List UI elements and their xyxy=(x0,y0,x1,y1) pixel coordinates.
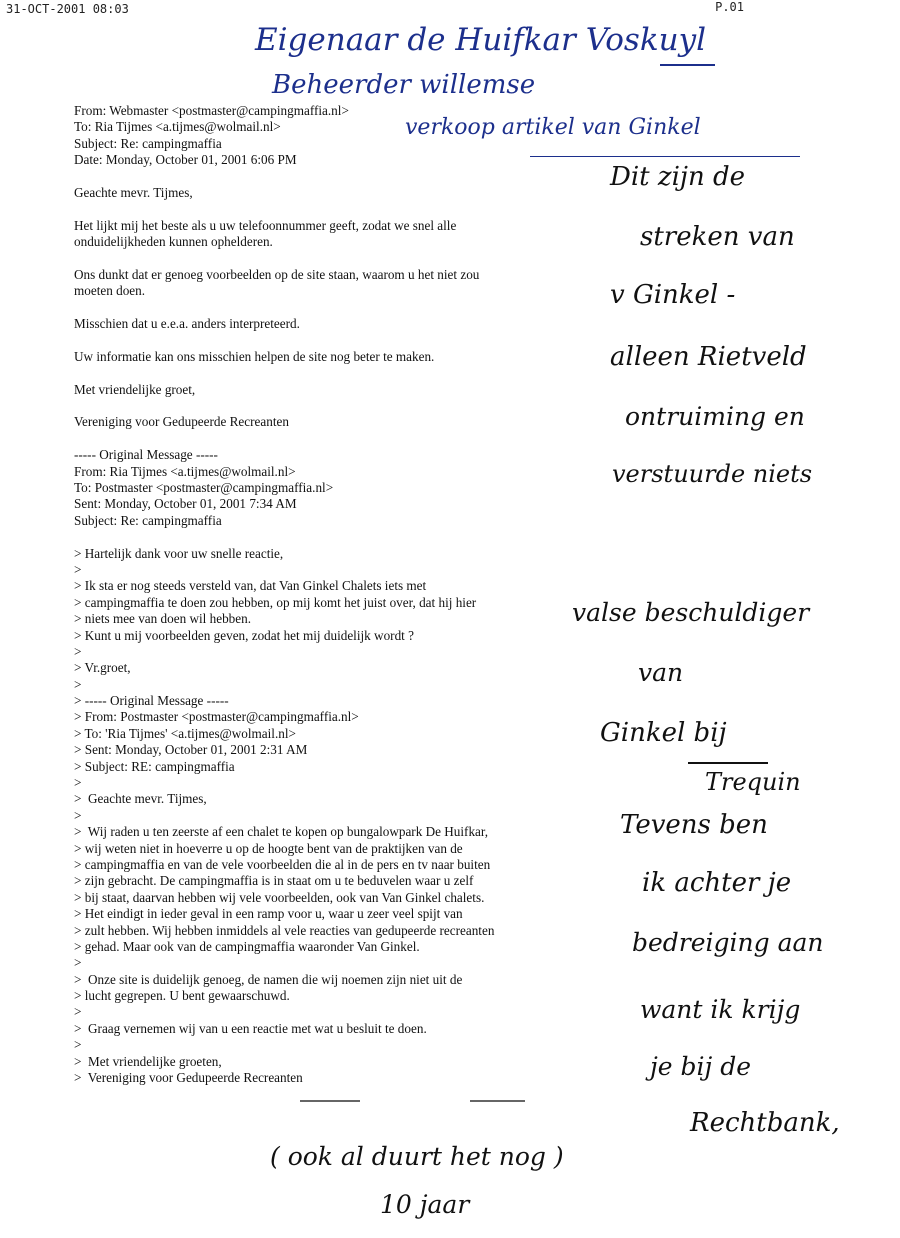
owner-name-underline xyxy=(660,64,715,66)
handwritten-manager-note: Beheerder willemse xyxy=(272,70,536,100)
email-line: onduidelijkheden kunnen ophelderen. xyxy=(74,234,273,250)
margin-note-line: want ik krijg xyxy=(640,995,801,1024)
email-line: > xyxy=(74,561,82,577)
email-line: Vereniging voor Gedupeerde Recreanten xyxy=(74,414,289,430)
email-line: > ----- Original Message ----- xyxy=(74,693,229,709)
email-line: > xyxy=(74,775,82,791)
email-line: > Vereniging voor Gedupeerde Recreanten xyxy=(74,1070,303,1086)
fax-header xyxy=(6,2,894,20)
email-line: > Hartelijk dank voor uw snelle reactie, xyxy=(74,545,284,561)
email-line: From: Ria Tijmes <a.tijmes@wolmail.nl> xyxy=(74,463,296,479)
margin-note-line: ik achter je xyxy=(642,868,792,898)
fax-smudge xyxy=(300,1100,360,1102)
trequin-underline xyxy=(688,762,768,764)
email-line: moeten doen. xyxy=(74,283,146,299)
email-line xyxy=(74,201,574,217)
email-line: > wij weten niet in hoeverre u op de hoogte bent van de praktijken van de xyxy=(74,840,463,856)
email-line: > Sent: Monday, October 01, 2001 2:31 AM xyxy=(74,742,308,758)
margin-note-line: bedreiging aan xyxy=(632,928,824,957)
email-line: > xyxy=(74,676,82,692)
margin-note-line: Rechtbank, xyxy=(690,1108,840,1138)
email-line: > Wij raden u ten zeerste af een chalet te kopen op bungalowpark De Huifkar, xyxy=(74,824,489,840)
email-line: Misschien dat u e.e.a. anders interpreteerd. xyxy=(74,316,300,332)
margin-note-line: verstuurde niets xyxy=(612,460,813,488)
email-line: > xyxy=(74,955,82,971)
bottom-note-years: 10 jaar xyxy=(380,1190,470,1219)
email-line: > zult hebben. Wij hebben inmiddels al vele reacties van gedupeerde recreanten xyxy=(74,922,495,938)
email-line: > Geachte mevr. Tijmes, xyxy=(74,791,207,807)
margin-note-line: Ginkel bij xyxy=(600,718,727,748)
email-line: > Ik sta er nog steeds versteld van, dat Van Ginkel Chalets iets met xyxy=(74,578,427,594)
email-line xyxy=(74,431,574,447)
email-line: Ons dunkt dat er genoeg voorbeelden op de site staan, waarom u het niet zou xyxy=(74,266,480,282)
email-line: Met vriendelijke groet, xyxy=(74,381,196,397)
email-line: To: Postmaster <postmaster@campingmaffia.nl> xyxy=(74,479,334,495)
fax-timestamp: 31-OCT-2001 08:03 xyxy=(6,2,129,16)
margin-note-line: valse beschuldiger xyxy=(572,598,810,627)
margin-note-line: streken van xyxy=(640,222,795,252)
email-line: > From: Postmaster <postmaster@campingmaffia.nl> xyxy=(74,709,359,725)
email-line: > Het eindigt in ieder geval in een ramp voor u, waar u zeer veel spijt van xyxy=(74,906,463,922)
email-line: Uw informatie kan ons misschien helpen de site nog beter te maken. xyxy=(74,348,435,364)
margin-note-line: van xyxy=(638,658,684,687)
margin-note-line: je bij de xyxy=(650,1052,751,1081)
email-line: > Graag vernemen wij van u een reactie met wat u besluit te doen. xyxy=(74,1020,427,1036)
email-line: > Met vriendelijke groeten, xyxy=(74,1053,222,1069)
email-line: > Onze site is duidelijk genoeg, de namen die wij noemen zijn niet uit de xyxy=(74,971,463,987)
email-line: > xyxy=(74,1037,82,1053)
margin-note-line: Tevens ben xyxy=(620,810,768,840)
margin-note-line: Dit zijn de xyxy=(610,162,745,192)
email-line xyxy=(74,529,574,545)
email-line xyxy=(74,300,574,316)
header-subject: Subject: Re: campingmaffia xyxy=(74,135,222,151)
bottom-note-duration: ( ook al duurt het nog ) xyxy=(270,1142,564,1171)
header-date: Date: Monday, October 01, 2001 6:06 PM xyxy=(74,152,297,168)
email-line: Sent: Monday, October 01, 2001 7:34 AM xyxy=(74,496,297,512)
email-line xyxy=(74,251,574,267)
email-line: > bij staat, daarvan hebben wij vele voorbeelden, ook van Van Ginkel chalets. xyxy=(74,889,485,905)
email-line: Subject: Re: campingmaffia xyxy=(74,512,222,528)
handwritten-owner-note: Eigenaar de Huifkar Voskuyl xyxy=(255,22,706,58)
header-from: From: Webmaster <postmaster@campingmaffia.nl> xyxy=(74,103,349,118)
margin-note-line: v Ginkel - xyxy=(610,280,736,310)
email-body xyxy=(74,103,574,1103)
margin-note-line: ontruiming en xyxy=(625,402,805,431)
email-line: ----- Original Message ----- xyxy=(74,447,218,463)
email-line: Het lijkt mij het beste als u uw telefoonnummer geeft, zodat we snel alle xyxy=(74,217,457,233)
email-line: > xyxy=(74,643,82,659)
email-line: > To: 'Ria Tijmes' <a.tijmes@wolmail.nl> xyxy=(74,725,296,741)
email-line: > Subject: RE: campingmaffia xyxy=(74,758,235,774)
email-line: > Kunt u mij voorbeelden geven, zodat het mij duidelijk wordt ? xyxy=(74,627,414,643)
email-line: > campingmaffia en van de vele voorbeelden die al in de pers en tv naar buiten xyxy=(74,856,491,872)
email-line: > zijn gebracht. De campingmaffia is in staat om u te beduvelen waar u zelf xyxy=(74,873,474,889)
email-line: Geachte mevr. Tijmes, xyxy=(74,184,193,200)
fax-page-number: P.01 xyxy=(715,0,744,14)
header-to: To: Ria Tijmes <a.tijmes@wolmail.nl> xyxy=(74,119,281,135)
email-line xyxy=(74,332,574,348)
email-line: > gehad. Maar ook van de campingmaffia waaronder Van Ginkel. xyxy=(74,938,420,954)
email-line: > Vr.groet, xyxy=(74,660,131,676)
email-line xyxy=(74,398,574,414)
email-line: > lucht gegrepen. U bent gewaarschuwd. xyxy=(74,988,290,1004)
handwritten-sales-note: verkoop artikel van Ginkel xyxy=(405,115,701,140)
margin-note-line: alleen Rietveld xyxy=(610,342,807,372)
email-line xyxy=(74,365,574,381)
fax-smudge xyxy=(470,1100,525,1102)
email-line: > campingmaffia te doen zou hebben, op mij komt het juist over, dat hij hier xyxy=(74,594,477,610)
email-line: > niets mee van doen wil hebben. xyxy=(74,611,251,627)
email-line: > xyxy=(74,1004,82,1020)
margin-note-line: Trequin xyxy=(705,768,801,796)
email-line: > xyxy=(74,807,82,823)
